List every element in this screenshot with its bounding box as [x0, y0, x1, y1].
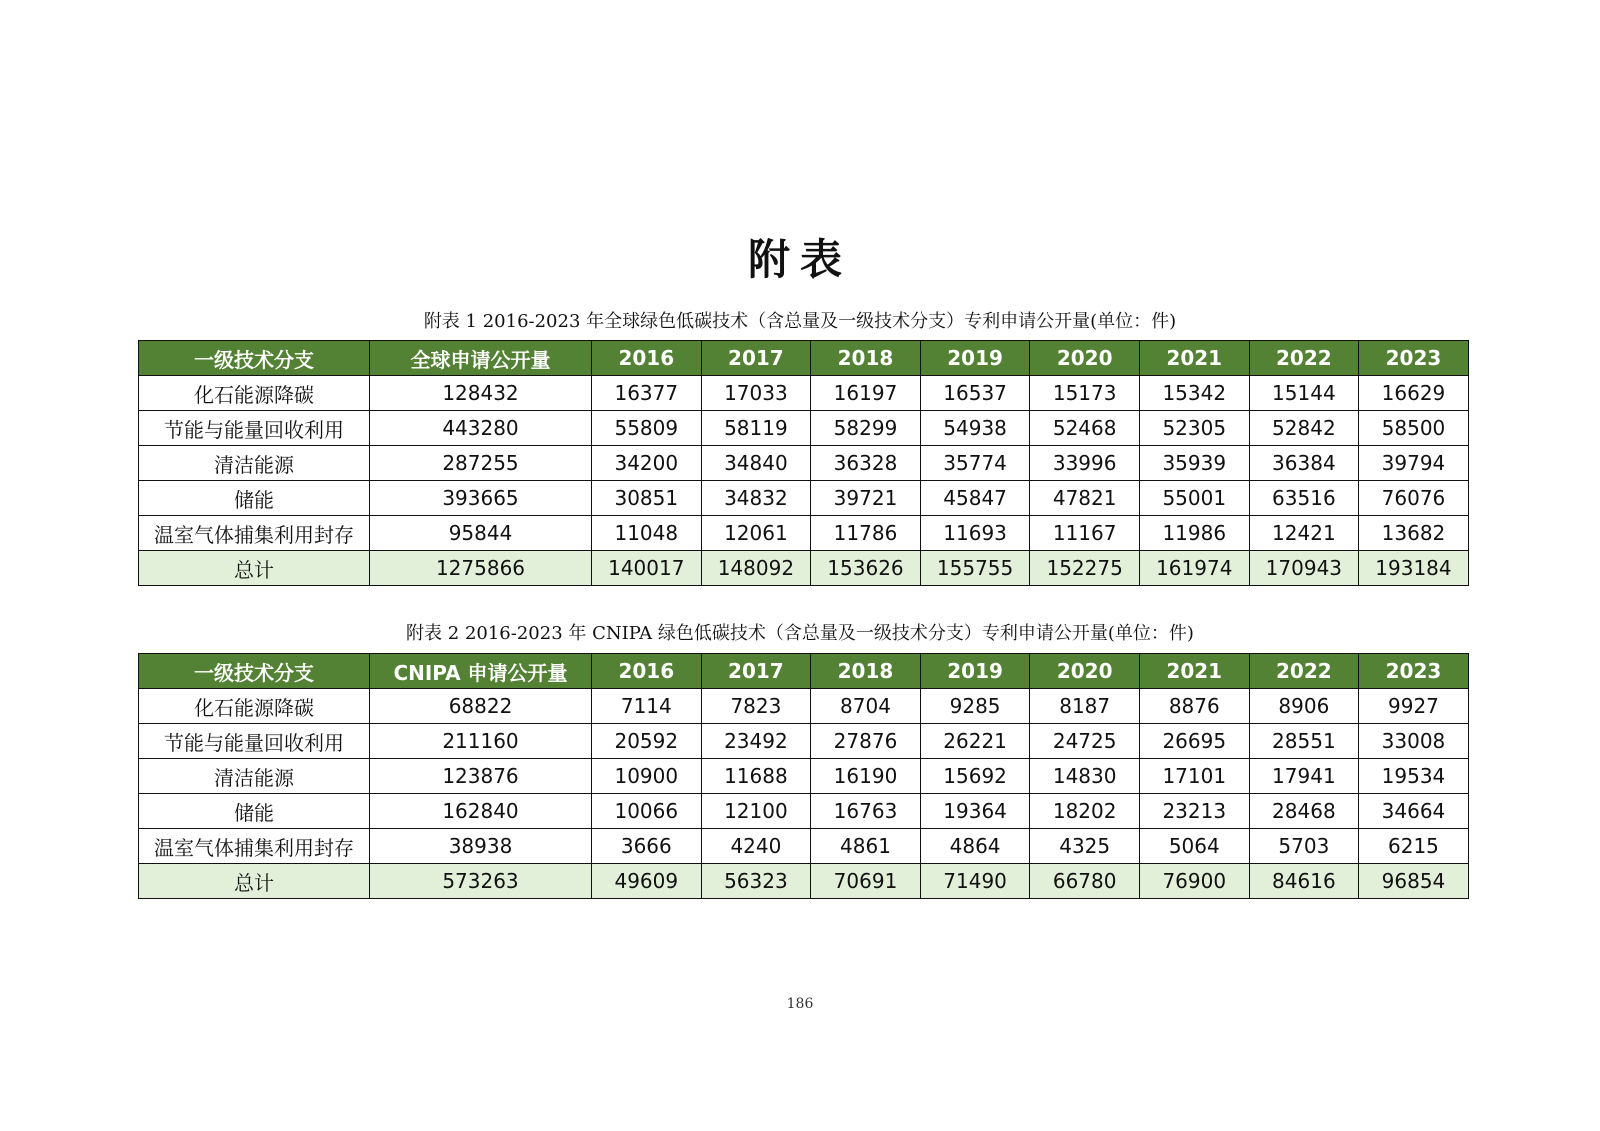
table-cell: 27876 — [811, 724, 921, 759]
table-cell: 11986 — [1139, 516, 1249, 551]
table-cell: 155755 — [920, 551, 1030, 586]
table-cell: 16197 — [811, 376, 921, 411]
table-cell: 55809 — [592, 411, 702, 446]
table-row — [139, 446, 1469, 481]
table-cell: 34200 — [592, 446, 702, 481]
table-cell: 11688 — [701, 759, 811, 794]
table-2 — [138, 653, 1469, 899]
table-cell: 储能 — [139, 481, 370, 516]
table-cell: 170943 — [1249, 551, 1359, 586]
table-cell: 清洁能源 — [139, 759, 370, 794]
table-cell: 17101 — [1139, 759, 1249, 794]
table-cell: 63516 — [1249, 481, 1359, 516]
table-cell: 30851 — [592, 481, 702, 516]
column-header: 2020 — [1030, 654, 1140, 689]
table-row — [139, 794, 1469, 829]
table-cell: 52842 — [1249, 411, 1359, 446]
column-header: 2023 — [1359, 654, 1469, 689]
table-cell: 15692 — [920, 759, 1030, 794]
table-cell: 20592 — [592, 724, 702, 759]
table-cell: 3666 — [592, 829, 702, 864]
table-cell: 温室气体捕集利用封存 — [139, 829, 370, 864]
table-cell: 5064 — [1139, 829, 1249, 864]
table-cell: 总计 — [139, 864, 370, 899]
table-cell: 温室气体捕集利用封存 — [139, 516, 370, 551]
table-header-row — [139, 341, 1469, 376]
table-cell: 56323 — [701, 864, 811, 899]
column-header: 2023 — [1359, 341, 1469, 376]
table-cell: 66780 — [1030, 864, 1140, 899]
table-cell: 节能与能量回收利用 — [139, 724, 370, 759]
table-cell: 54938 — [920, 411, 1030, 446]
table-cell: 1275866 — [370, 551, 592, 586]
table-cell: 清洁能源 — [139, 446, 370, 481]
table-cell: 17941 — [1249, 759, 1359, 794]
column-header: 2019 — [920, 341, 1030, 376]
table-cell: 28551 — [1249, 724, 1359, 759]
column-header: 2016 — [592, 341, 702, 376]
table-cell: 55001 — [1139, 481, 1249, 516]
table-cell: 总计 — [139, 551, 370, 586]
table-cell: 58500 — [1359, 411, 1469, 446]
table-cell: 23492 — [701, 724, 811, 759]
table-cell: 573263 — [370, 864, 592, 899]
table-cell: 34832 — [701, 481, 811, 516]
table-cell: 17033 — [701, 376, 811, 411]
table-cell: 4325 — [1030, 829, 1140, 864]
table-cell: 15173 — [1030, 376, 1140, 411]
table-cell: 23213 — [1139, 794, 1249, 829]
table-cell: 8876 — [1139, 689, 1249, 724]
table-cell: 28468 — [1249, 794, 1359, 829]
table-cell: 68822 — [370, 689, 592, 724]
table-cell: 58299 — [811, 411, 921, 446]
table-1-caption: 附表 1 2016-2023 年全球绿色低碳技术（含总量及一级技术分支）专利申请公开量(单位：件) — [423, 311, 1177, 332]
table-cell: 45847 — [920, 481, 1030, 516]
table-cell: 35774 — [920, 446, 1030, 481]
column-header: 一级技术分支 — [139, 654, 370, 689]
table-cell: 11786 — [811, 516, 921, 551]
table-row — [139, 516, 1469, 551]
table-cell: 148092 — [701, 551, 811, 586]
table-cell: 162840 — [370, 794, 592, 829]
column-header: 2020 — [1030, 341, 1140, 376]
table-cell: 8906 — [1249, 689, 1359, 724]
table-cell: 15342 — [1139, 376, 1249, 411]
table-cell: 24725 — [1030, 724, 1140, 759]
table-cell: 76900 — [1139, 864, 1249, 899]
table-cell: 35939 — [1139, 446, 1249, 481]
table-2-caption: 附表 2 2016-2023 年 CNIPA 绿色低碳技术（含总量及一级技术分支）专利申请公开量(单位：件) — [406, 623, 1194, 644]
table-cell: 38938 — [370, 829, 592, 864]
table-cell: 化石能源降碳 — [139, 376, 370, 411]
table-cell: 16763 — [811, 794, 921, 829]
table-cell: 193184 — [1359, 551, 1469, 586]
table-cell: 128432 — [370, 376, 592, 411]
column-header: 一级技术分支 — [139, 341, 370, 376]
table-cell: 71490 — [920, 864, 1030, 899]
page-number: 186 — [786, 996, 814, 1012]
table-cell: 11693 — [920, 516, 1030, 551]
table-cell: 9285 — [920, 689, 1030, 724]
column-header: CNIPA 申请公开量 — [370, 654, 592, 689]
table-cell: 12421 — [1249, 516, 1359, 551]
table-cell: 4240 — [701, 829, 811, 864]
table-cell: 11048 — [592, 516, 702, 551]
column-header: 2016 — [592, 654, 702, 689]
column-header: 2022 — [1249, 654, 1359, 689]
table-cell: 443280 — [370, 411, 592, 446]
table-row — [139, 759, 1469, 794]
table-total-row — [139, 551, 1469, 586]
table-cell: 15144 — [1249, 376, 1359, 411]
table-cell: 11167 — [1030, 516, 1140, 551]
table-cell: 4861 — [811, 829, 921, 864]
table-cell: 9927 — [1359, 689, 1469, 724]
table-total-row — [139, 864, 1469, 899]
column-header: 2021 — [1139, 341, 1249, 376]
column-header: 2017 — [701, 654, 811, 689]
table-cell: 161974 — [1139, 551, 1249, 586]
column-header: 全球申请公开量 — [370, 341, 592, 376]
table-cell: 33008 — [1359, 724, 1469, 759]
table-cell: 152275 — [1030, 551, 1140, 586]
page-title: 附表 — [747, 235, 852, 284]
table-cell: 47821 — [1030, 481, 1140, 516]
table-cell: 化石能源降碳 — [139, 689, 370, 724]
table-cell: 211160 — [370, 724, 592, 759]
table-cell: 76076 — [1359, 481, 1469, 516]
table-cell: 16629 — [1359, 376, 1469, 411]
table-cell: 34840 — [701, 446, 811, 481]
column-header: 2021 — [1139, 654, 1249, 689]
table-cell: 123876 — [370, 759, 592, 794]
table-cell: 58119 — [701, 411, 811, 446]
table-cell: 287255 — [370, 446, 592, 481]
table-row — [139, 481, 1469, 516]
column-header: 2017 — [701, 341, 811, 376]
table-cell: 393665 — [370, 481, 592, 516]
table-cell: 18202 — [1030, 794, 1140, 829]
table-cell: 7823 — [701, 689, 811, 724]
table-cell: 70691 — [811, 864, 921, 899]
table-cell: 34664 — [1359, 794, 1469, 829]
table-1 — [138, 340, 1469, 586]
table-row — [139, 411, 1469, 446]
table-cell: 16377 — [592, 376, 702, 411]
table-row — [139, 829, 1469, 864]
table-cell: 8704 — [811, 689, 921, 724]
table-cell: 36384 — [1249, 446, 1359, 481]
table-cell: 储能 — [139, 794, 370, 829]
table-cell: 39721 — [811, 481, 921, 516]
table-cell: 140017 — [592, 551, 702, 586]
table-cell: 95844 — [370, 516, 592, 551]
column-header: 2018 — [811, 654, 921, 689]
column-header: 2018 — [811, 341, 921, 376]
table-cell: 14830 — [1030, 759, 1140, 794]
table-cell: 10900 — [592, 759, 702, 794]
table-cell: 13682 — [1359, 516, 1469, 551]
table-cell: 16537 — [920, 376, 1030, 411]
table-cell: 12100 — [701, 794, 811, 829]
table-cell: 33996 — [1030, 446, 1140, 481]
table-cell: 52305 — [1139, 411, 1249, 446]
table-cell: 节能与能量回收利用 — [139, 411, 370, 446]
table-cell: 26695 — [1139, 724, 1249, 759]
table-cell: 5703 — [1249, 829, 1359, 864]
column-header: 2019 — [920, 654, 1030, 689]
column-header: 2022 — [1249, 341, 1359, 376]
table-cell: 39794 — [1359, 446, 1469, 481]
table-cell: 4864 — [920, 829, 1030, 864]
table-cell: 7114 — [592, 689, 702, 724]
table-cell: 8187 — [1030, 689, 1140, 724]
table-cell: 26221 — [920, 724, 1030, 759]
table-row — [139, 724, 1469, 759]
table-cell: 12061 — [701, 516, 811, 551]
table-cell: 49609 — [592, 864, 702, 899]
table-cell: 52468 — [1030, 411, 1140, 446]
table-header-row — [139, 654, 1469, 689]
table-cell: 16190 — [811, 759, 921, 794]
table-cell: 10066 — [592, 794, 702, 829]
table-cell: 84616 — [1249, 864, 1359, 899]
table-cell: 96854 — [1359, 864, 1469, 899]
table-cell: 19534 — [1359, 759, 1469, 794]
table-cell: 19364 — [920, 794, 1030, 829]
table-row — [139, 376, 1469, 411]
table-cell: 6215 — [1359, 829, 1469, 864]
table-row — [139, 689, 1469, 724]
table-cell: 36328 — [811, 446, 921, 481]
table-cell: 153626 — [811, 551, 921, 586]
